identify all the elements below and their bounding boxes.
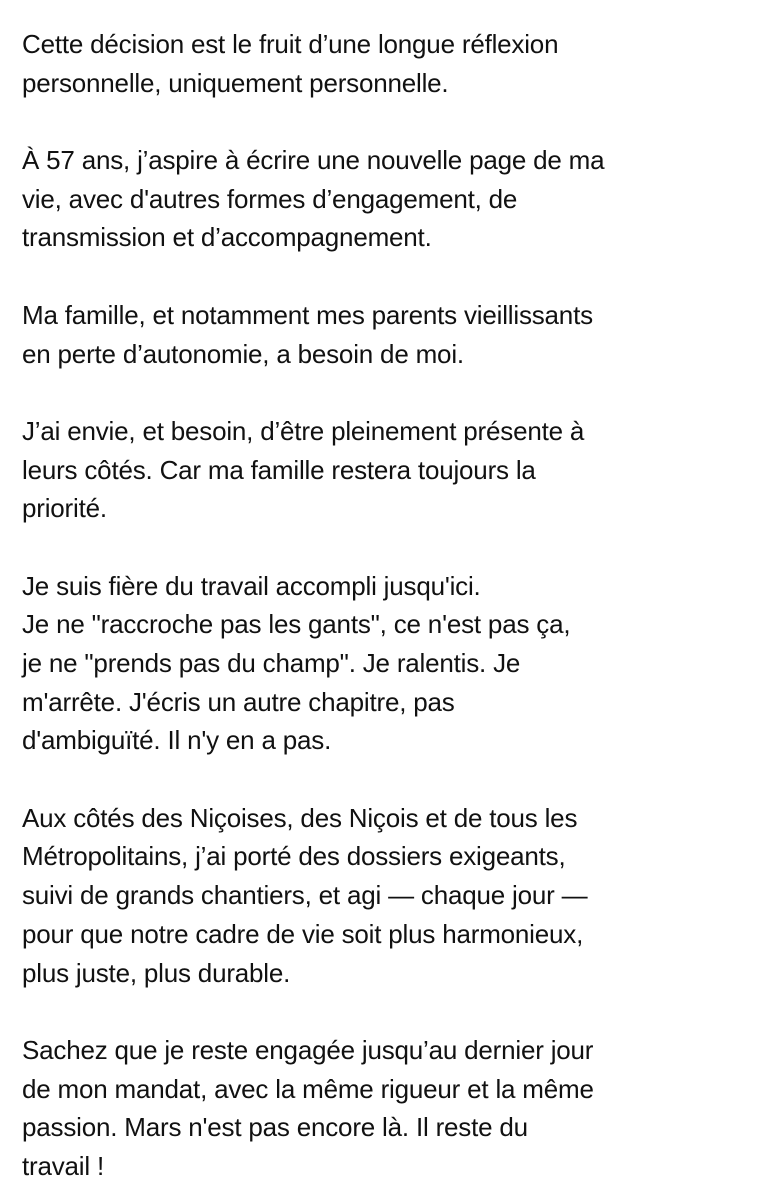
text-line: transmission et d’accompagnement. — [22, 222, 432, 253]
paragraph — [22, 412, 758, 528]
text-line: personnelle, uniquement personnelle. — [22, 67, 449, 98]
text-line: m'arrête. J'écris un autre chapitre, pas — [22, 686, 455, 717]
text-line: vie, avec d'autres formes d’engagement, de — [22, 183, 518, 214]
text-line: travail ! — [22, 1150, 105, 1181]
text-line: suivi de grands chantiers, et agi — chaque jour — — [22, 880, 588, 911]
text-line: Métropolitains, j’ai porté des dossiers exigeants, — [22, 841, 566, 872]
paragraph — [22, 1031, 758, 1186]
paragraph — [22, 25, 758, 102]
paragraph — [22, 799, 758, 992]
text-line: priorité. — [22, 493, 107, 524]
text-line: en perte d’autonomie, a besoin de moi. — [22, 338, 464, 369]
text-line: de mon mandat, avec la même rigueur et la même — [22, 1073, 594, 1104]
text-line: passion. Mars n'est pas encore là. Il reste du — [22, 1112, 528, 1143]
text-line: J’ai envie, et besoin, d’être pleinement présente à — [22, 415, 585, 446]
paragraph — [22, 567, 758, 760]
paragraph — [22, 296, 758, 373]
text-line: Je ne "raccroche pas les gants", ce n'est pas ça, — [22, 609, 571, 640]
text-line: je ne "prends pas du champ". Je ralentis. Je — [22, 648, 521, 678]
text-line: leurs côtés. Car ma famille restera toujours la — [22, 454, 536, 485]
text-line: Ma famille, et notamment mes parents vieillissants — [22, 299, 593, 330]
text-line: pour que notre cadre de vie soit plus harmonieux, — [22, 918, 584, 949]
paragraph — [22, 141, 758, 257]
text-line: À 57 ans, j’aspire à écrire une nouvelle page de ma — [22, 145, 605, 176]
text-line: d'ambiguïté. Il n'y en a pas. — [22, 725, 332, 756]
text-line: Aux côtés des Niçoises, des Niçois et de tous les — [22, 802, 578, 833]
text-line: plus juste, plus durable. — [22, 957, 291, 988]
text-line: Cette décision est le fruit d’une longue réflexion — [22, 29, 559, 59]
text-line: Sachez que je reste engagée jusqu’au dernier jour — [22, 1034, 594, 1065]
text-line: Je suis fière du travail accompli jusqu'ici. — [22, 570, 481, 601]
